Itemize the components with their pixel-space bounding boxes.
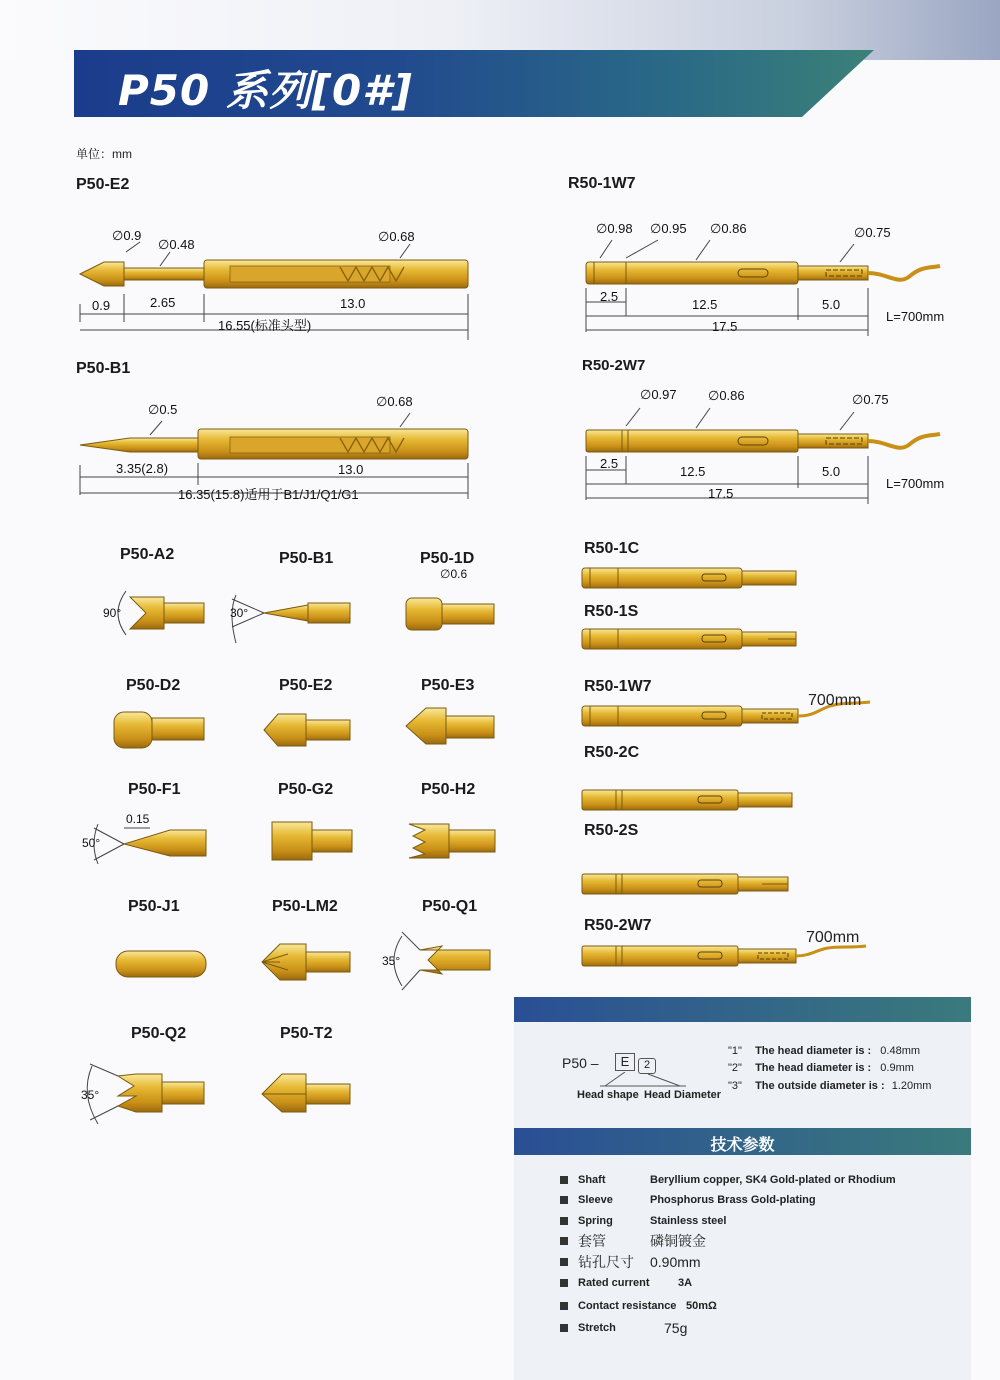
receptacle-label: R50-1S: [584, 603, 639, 620]
receptacle-1w7-drawing: [578, 236, 958, 340]
tip-label: P50-T2: [280, 1025, 333, 1042]
dim-label: 16.55(标准头型): [218, 318, 312, 333]
note-text: The head diameter is :: [755, 1062, 872, 1074]
dim-label: 13.0: [340, 296, 366, 311]
order-code-diameter: 2: [638, 1058, 656, 1074]
dim-label: ∅0.75: [852, 392, 889, 407]
specs-header: [514, 1128, 971, 1155]
note-number: "1": [728, 1045, 742, 1057]
bullet-icon: [560, 1324, 568, 1332]
dim-label: 12.5: [692, 297, 718, 312]
tip-label: P50-A2: [120, 546, 175, 563]
tip-label: P50-E3: [421, 677, 475, 694]
tip-label: P50-Q2: [131, 1025, 187, 1042]
receptacle-label: R50-2W7: [584, 917, 652, 934]
tip-label: P50-J1: [128, 898, 180, 915]
tip-label: P50-F1: [128, 781, 181, 798]
spec-row: [560, 1231, 706, 1251]
tip-lm2-drawing: [258, 940, 358, 986]
bullet-icon: [560, 1176, 568, 1184]
tip-e3-drawing: [400, 704, 500, 754]
dim-label: 3.35(2.8): [116, 461, 169, 476]
tip-label: P50-H2: [421, 781, 476, 798]
dim-label: 2.65: [150, 295, 176, 310]
receptacle-label: R50-2W7: [582, 357, 646, 374]
page-title: P50 系列[0#]: [118, 66, 413, 115]
bullet-icon: [560, 1217, 568, 1225]
bullet-icon: [560, 1302, 568, 1310]
spec-key: Spring: [578, 1215, 613, 1227]
order-note-1: [728, 1045, 920, 1057]
angle-label: 35°: [382, 954, 401, 968]
note-number: "3": [728, 1080, 742, 1092]
tip-label: P50-LM2: [272, 898, 338, 915]
bullet-icon: [560, 1196, 568, 1204]
order-note-2: [728, 1062, 914, 1074]
spec-key: Sleeve: [578, 1194, 613, 1206]
spec-row: [560, 1174, 896, 1186]
dim-label: ∅0.95: [650, 221, 687, 236]
spec-key: 钻孔尺寸: [578, 1254, 634, 1270]
probe-label: P50-B1: [76, 360, 131, 377]
spec-value: 75g: [664, 1320, 688, 1336]
angle-label: 90°: [103, 606, 122, 620]
spec-value: 50mΩ: [686, 1300, 717, 1312]
dim-label: ∅0.5: [148, 402, 178, 417]
receptacle-1s-drawing: [578, 627, 808, 651]
tip-label: P50-G2: [278, 781, 334, 798]
tip-t2-drawing: [258, 1068, 358, 1118]
spec-row: [560, 1300, 717, 1312]
spec-key: Contact resistance: [578, 1300, 677, 1312]
dim-label: ∅0.68: [376, 394, 413, 409]
receptacle-2s-drawing: [578, 872, 808, 896]
tip-label: P50-D2: [126, 677, 181, 694]
dim-label: 2.5: [600, 289, 619, 304]
tip-label: P50-B1: [279, 550, 334, 567]
receptacle-2w7-drawing: [578, 404, 958, 508]
spec-row: [560, 1252, 701, 1272]
spec-key: Shaft: [578, 1174, 606, 1186]
dim-label: 16.35(15.8)适用于B1/J1/Q1/G1: [178, 487, 359, 502]
dim-label: ∅0.68: [378, 229, 415, 244]
angle-label: 30°: [230, 606, 249, 620]
dim-label: 0.15: [126, 812, 150, 826]
spec-value: 0.90mm: [650, 1254, 701, 1270]
dim-label: 5.0: [822, 297, 841, 312]
note-number: "2": [728, 1062, 742, 1074]
spec-value: 磷铜镀金: [650, 1233, 706, 1249]
dim-label: 5.0: [822, 464, 841, 479]
receptacle-label: R50-2C: [584, 744, 640, 761]
dim-label: 13.0: [338, 462, 364, 477]
wire-length: 700mm: [808, 692, 862, 709]
tip-e2-drawing: [258, 708, 358, 754]
dim-label: ∅0.48: [158, 237, 195, 252]
spec-key: 套管: [578, 1233, 606, 1249]
spec-row: [560, 1194, 816, 1206]
receptacle-2c-drawing: [578, 788, 808, 812]
head-diameter-label: Head Diameter: [644, 1089, 722, 1101]
order-prefix: P50 –: [562, 1055, 599, 1071]
tip-g2-drawing: [268, 818, 358, 864]
spec-value: Beryllium copper, SK4 Gold-plated or Rhodium: [650, 1174, 896, 1186]
tip-label: P50-Q1: [422, 898, 478, 915]
bullet-icon: [560, 1279, 568, 1287]
tip-d2-drawing: [108, 708, 213, 754]
specs-title: 技术参数: [710, 1137, 775, 1154]
wire-length: 700mm: [806, 929, 860, 946]
dim-label: ∅0.86: [708, 388, 745, 403]
dim-label: 2.5: [600, 456, 619, 471]
panel-header-bar: [514, 997, 971, 1022]
spec-key: Rated current: [578, 1277, 650, 1289]
order-pointer-lines: [590, 1072, 690, 1088]
receptacle-label: R50-1C: [584, 540, 640, 557]
note-value: 0.48mm: [880, 1045, 921, 1057]
head-shape-label: Head shape: [577, 1089, 639, 1101]
order-note-3: [728, 1080, 931, 1092]
spec-row: [560, 1277, 692, 1289]
receptacle-label: R50-1W7: [568, 175, 636, 192]
dim-label: 0.9: [92, 298, 111, 313]
angle-label: 50°: [82, 836, 101, 850]
dim-label: ∅0.97: [640, 387, 677, 402]
tip-1d-drawing: [400, 590, 500, 640]
dim-label: ∅0.75: [854, 225, 891, 240]
probe-label: P50-E2: [76, 176, 130, 193]
wire-length: L=700mm: [886, 309, 945, 324]
dim-label: ∅0.86: [710, 221, 747, 236]
dim-label: ∅0.98: [596, 221, 633, 236]
dim-label: 12.5: [680, 464, 706, 479]
dim-label: 17.5: [708, 486, 734, 501]
tip-j1-drawing: [112, 945, 212, 985]
spec-key: Stretch: [578, 1322, 616, 1334]
angle-label: 35°: [81, 1088, 100, 1102]
spec-value: Phosphorus Brass Gold-plating: [650, 1194, 816, 1206]
receptacle-1c-drawing: [578, 566, 808, 590]
receptacle-label: R50-1W7: [584, 678, 652, 695]
wire-length: L=700mm: [886, 476, 945, 491]
note-value: 0.9mm: [880, 1062, 914, 1074]
tip-label: P50-E2: [279, 677, 333, 694]
note-value: 1.20mm: [891, 1080, 932, 1092]
bullet-icon: [560, 1237, 568, 1245]
spec-value: Stainless steel: [650, 1215, 727, 1227]
unit-label: 单位：mm: [76, 147, 132, 161]
tip-label: P50-1D: [420, 550, 475, 567]
diameter-label: ∅0.6: [440, 567, 468, 581]
spec-row: [560, 1215, 726, 1227]
dim-label: ∅0.9: [112, 228, 142, 243]
spec-value: 3A: [678, 1277, 693, 1289]
tip-h2-drawing: [405, 818, 500, 864]
note-text: The outside diameter is :: [755, 1080, 885, 1092]
dim-label: 17.5: [712, 319, 738, 334]
spec-row: [560, 1320, 687, 1336]
note-text: The head diameter is :: [755, 1045, 872, 1057]
bullet-icon: [560, 1258, 568, 1266]
receptacle-label: R50-2S: [584, 822, 639, 839]
order-code-shape: E: [615, 1053, 635, 1071]
